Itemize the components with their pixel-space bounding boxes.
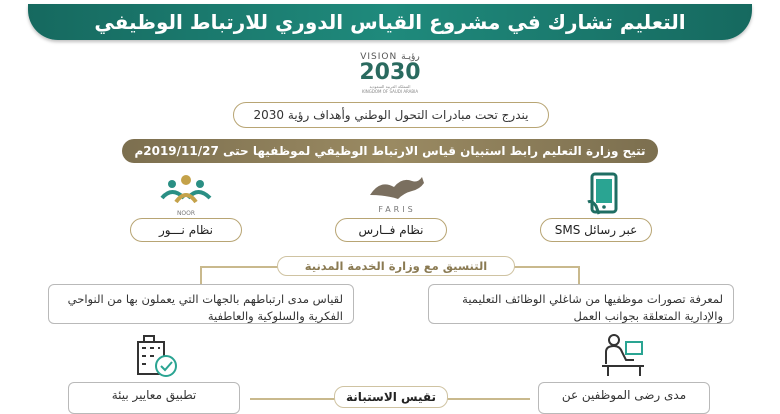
goal-box-right	[428, 284, 734, 324]
noor-logo	[158, 172, 214, 216]
channel-faris-label: نظام فــارس	[358, 223, 424, 237]
faris-logo-text: FARIS	[378, 205, 416, 214]
connector-left-drop	[200, 266, 202, 284]
announcement-banner	[122, 139, 658, 163]
channel-sms-label: عبر رسائل SMS	[554, 223, 638, 237]
channel-noor-pill	[130, 218, 242, 242]
noor-logo-text: NOOR	[176, 210, 196, 217]
vision-kingdom-ar: المملكة العربية السعودية	[369, 84, 411, 89]
vision-year: 2030	[359, 60, 421, 85]
vision-kingdom-en: KINGDOM OF SAUDI ARABIA	[361, 89, 419, 94]
measure-left-text: تطبيق معايير بيئة	[111, 388, 197, 402]
faris-horse-icon	[360, 175, 434, 201]
vision-2030-logo	[350, 52, 430, 92]
noor-people-icon	[158, 172, 214, 206]
header-banner	[28, 4, 752, 40]
initiative-pill	[233, 102, 549, 128]
building-environment-icon	[130, 332, 182, 380]
channel-faris-pill	[335, 218, 447, 242]
initiative-text: يندرج تحت مبادرات التحول الوطني وأهداف رؤية 2030	[253, 108, 529, 122]
announcement-text: تتيح وزارة التعليم رابط استبيان قياس الارتباط الوظيفي لموظفيها حتى 2019/11/27م	[134, 144, 646, 158]
measure-right-text: مدى رضى الموظفين عن	[561, 388, 687, 402]
measure-right-box	[538, 382, 710, 414]
goal-left-text: لقياس مدى ارتباطهم بالجهات التي يعملون بها من النواحي الفكرية والسلوكية والعاطفية	[67, 292, 343, 323]
faris-logo	[360, 175, 434, 213]
employee-desk-icon	[596, 332, 648, 378]
goal-right-text: لمعرفة تصورات موظفيها من شاغلي الوظائف التعليمية والإدارية المتعلقة بجوانب العمل	[462, 292, 723, 323]
coordination-title: التنسيق مع وزارة الخدمة المدنية	[277, 256, 515, 276]
page-title: التعليم تشارك في مشروع القياس الدوري للارتباط الوظيفي	[94, 10, 686, 34]
connector-right-drop	[578, 266, 580, 284]
measures-title: تقيس الاستبانة	[334, 386, 448, 408]
vision-label: VISION رؤيـة	[360, 52, 420, 62]
measure-left-box	[68, 382, 240, 414]
goal-box-left	[48, 284, 354, 324]
phone-icon	[582, 172, 628, 218]
channel-noor-label: نظام نـــور	[159, 223, 213, 237]
channel-sms-pill	[540, 218, 652, 242]
